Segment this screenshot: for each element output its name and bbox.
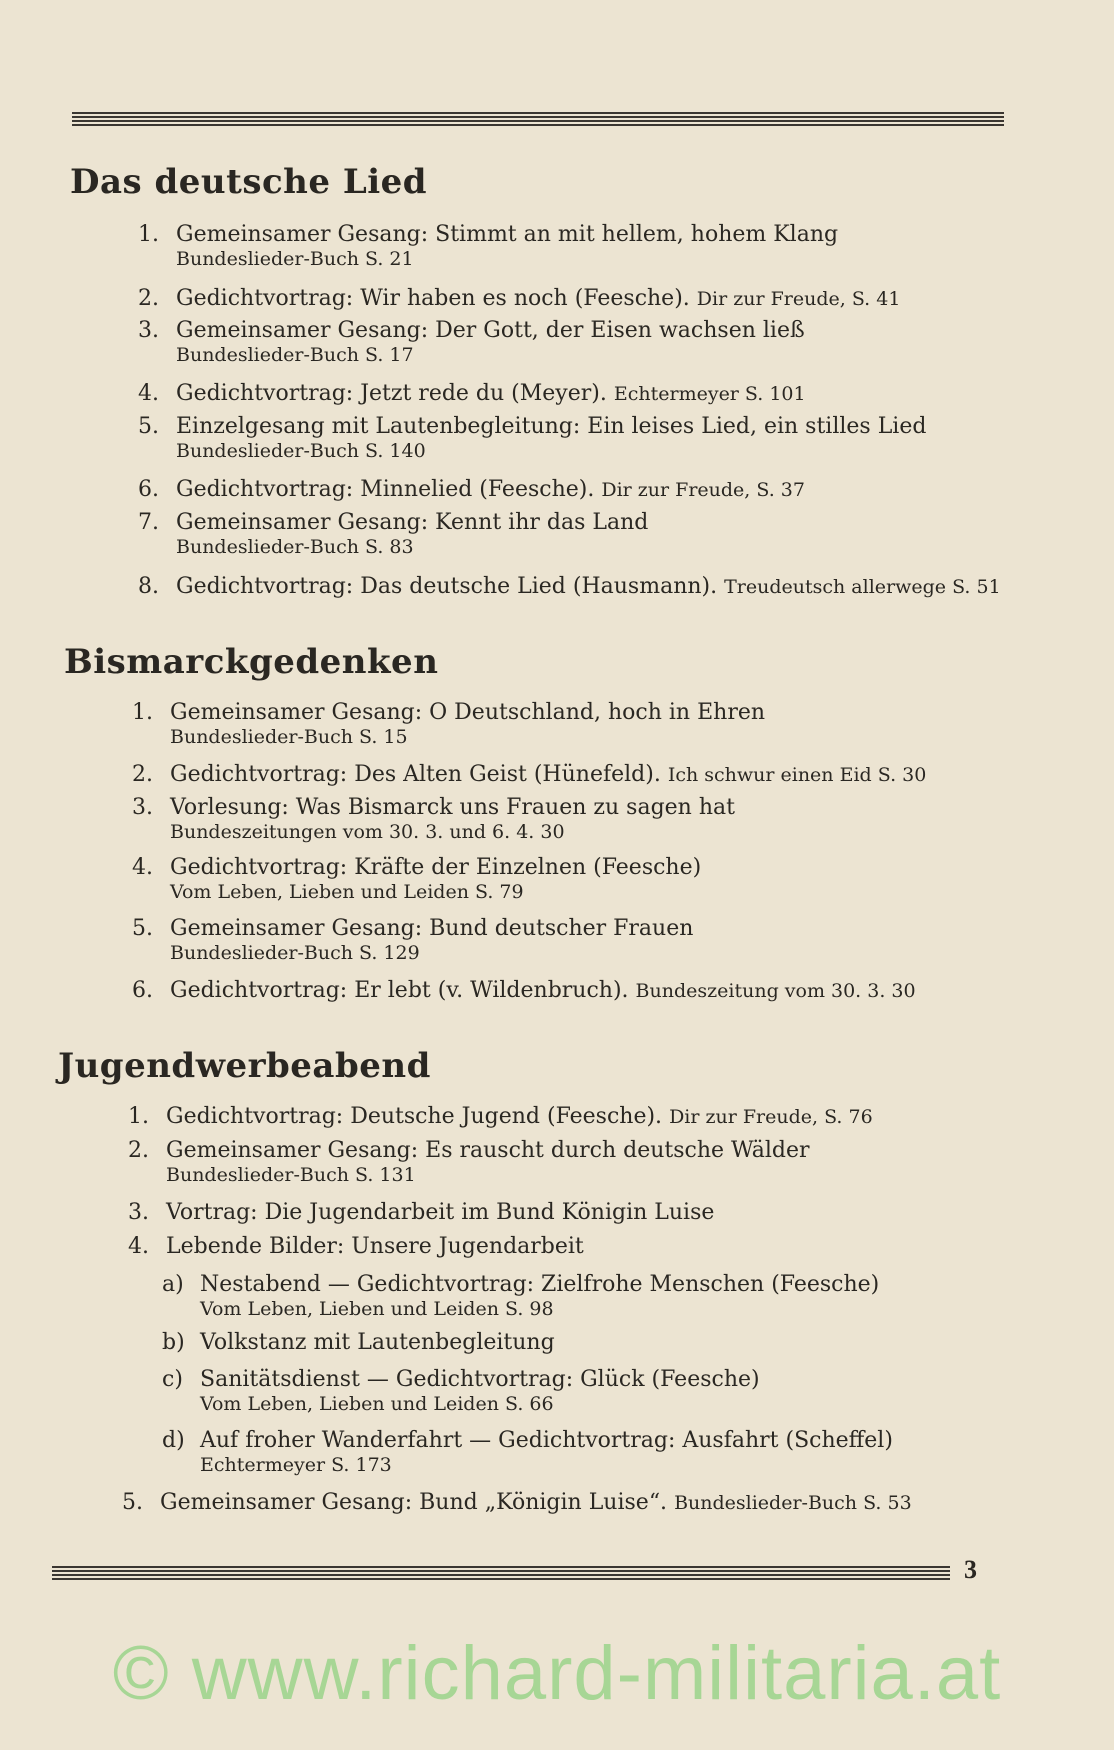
list-item: 6. Gedichtvortrag: Minnelied (Feesche). Dir zur Freude, S. 37	[138, 477, 805, 502]
list-item: 4. Lebende Bilder: Unsere Jugendarbeit	[128, 1234, 584, 1259]
list-item: 1. Gemeinsamer Gesang: O Deutschland, hoch in Ehren Bundeslieder-Buch S. 15	[132, 700, 766, 748]
section-title: Das deutsche Lied	[70, 162, 428, 202]
list-item: 2. Gemeinsamer Gesang: Es rauscht durch deutsche Wälder Bundeslieder-Buch S. 131	[128, 1138, 810, 1186]
list-item: 7. Gemeinsamer Gesang: Kennt ihr das Land Bundeslieder-Buch S. 83	[138, 510, 649, 558]
list-item: 1. Gedichtvortrag: Deutsche Jugend (Feesche). Dir zur Freude, S. 76	[128, 1104, 873, 1129]
list-item: 4. Gedichtvortrag: Kräfte der Einzelnen (Feesche) Vom Leben, Lieben und Leiden S. 79	[132, 855, 702, 903]
list-item: c) Sanitätsdienst — Gedichtvortrag: Glück (Feesche) Vom Leben, Lieben und Leiden S. 66	[162, 1367, 760, 1415]
bottom-rule	[52, 1566, 950, 1580]
top-rule	[72, 112, 1004, 126]
list-item: 5. Gemeinsamer Gesang: Bund deutscher Frauen Bundeslieder-Buch S. 129	[132, 916, 694, 964]
list-item: 2. Gedichtvortrag: Wir haben es noch (Feesche). Dir zur Freude, S. 41	[138, 286, 901, 311]
section-title: Bismarckgedenken	[64, 642, 439, 682]
list-item: 2. Gedichtvortrag: Des Alten Geist (Hünefeld). Ich schwur einen Eid S. 30	[132, 762, 927, 787]
list-item: 8. Gedichtvortrag: Das deutsche Lied (Hausmann). Treudeutsch allerwege S. 51	[138, 574, 1001, 599]
list-item: 4. Gedichtvortrag: Jetzt rede du (Meyer). Echtermeyer S. 101	[138, 381, 806, 406]
list-item: d) Auf froher Wanderfahrt — Gedichtvortrag: Ausfahrt (Scheffel) Echtermeyer S. 173	[162, 1428, 893, 1476]
list-item: 3. Gemeinsamer Gesang: Der Gott, der Eisen wachsen ließ Bundeslieder-Buch S. 17	[138, 318, 805, 366]
list-item: 3. Vortrag: Die Jugendarbeit im Bund Königin Luise	[128, 1200, 715, 1225]
page-number: 3	[964, 1555, 977, 1584]
list-item: 1. Gemeinsamer Gesang: Stimmt an mit hellem, hohem Klang Bundeslieder-Buch S. 21	[138, 222, 839, 270]
list-item: 5. Gemeinsamer Gesang: Bund „Königin Luise“. Bundeslieder-Buch S. 53	[122, 1490, 912, 1515]
list-item: 3. Vorlesung: Was Bismarck uns Frauen zu sagen hat Bundeszeitungen vom 30. 3. und 6. 4. 30	[132, 795, 735, 843]
list-item: 5. Einzelgesang mit Lautenbegleitung: Ein leises Lied, ein stilles Lied Bundeslieder-Buch S. 140	[138, 414, 927, 462]
watermark-text: © www.richard-militaria.at	[112, 1631, 1002, 1716]
section-title: Jugendwerbeabend	[58, 1046, 431, 1086]
list-item: b) Volkstanz mit Lautenbegleitung	[162, 1330, 555, 1355]
list-item: 6. Gedichtvortrag: Er lebt (v. Wildenbruch). Bundeszeitung vom 30. 3. 30	[132, 978, 916, 1003]
list-item: a) Nestabend — Gedichtvortrag: Zielfrohe Menschen (Feesche) Vom Leben, Lieben und Leiden S. 98	[162, 1272, 880, 1320]
